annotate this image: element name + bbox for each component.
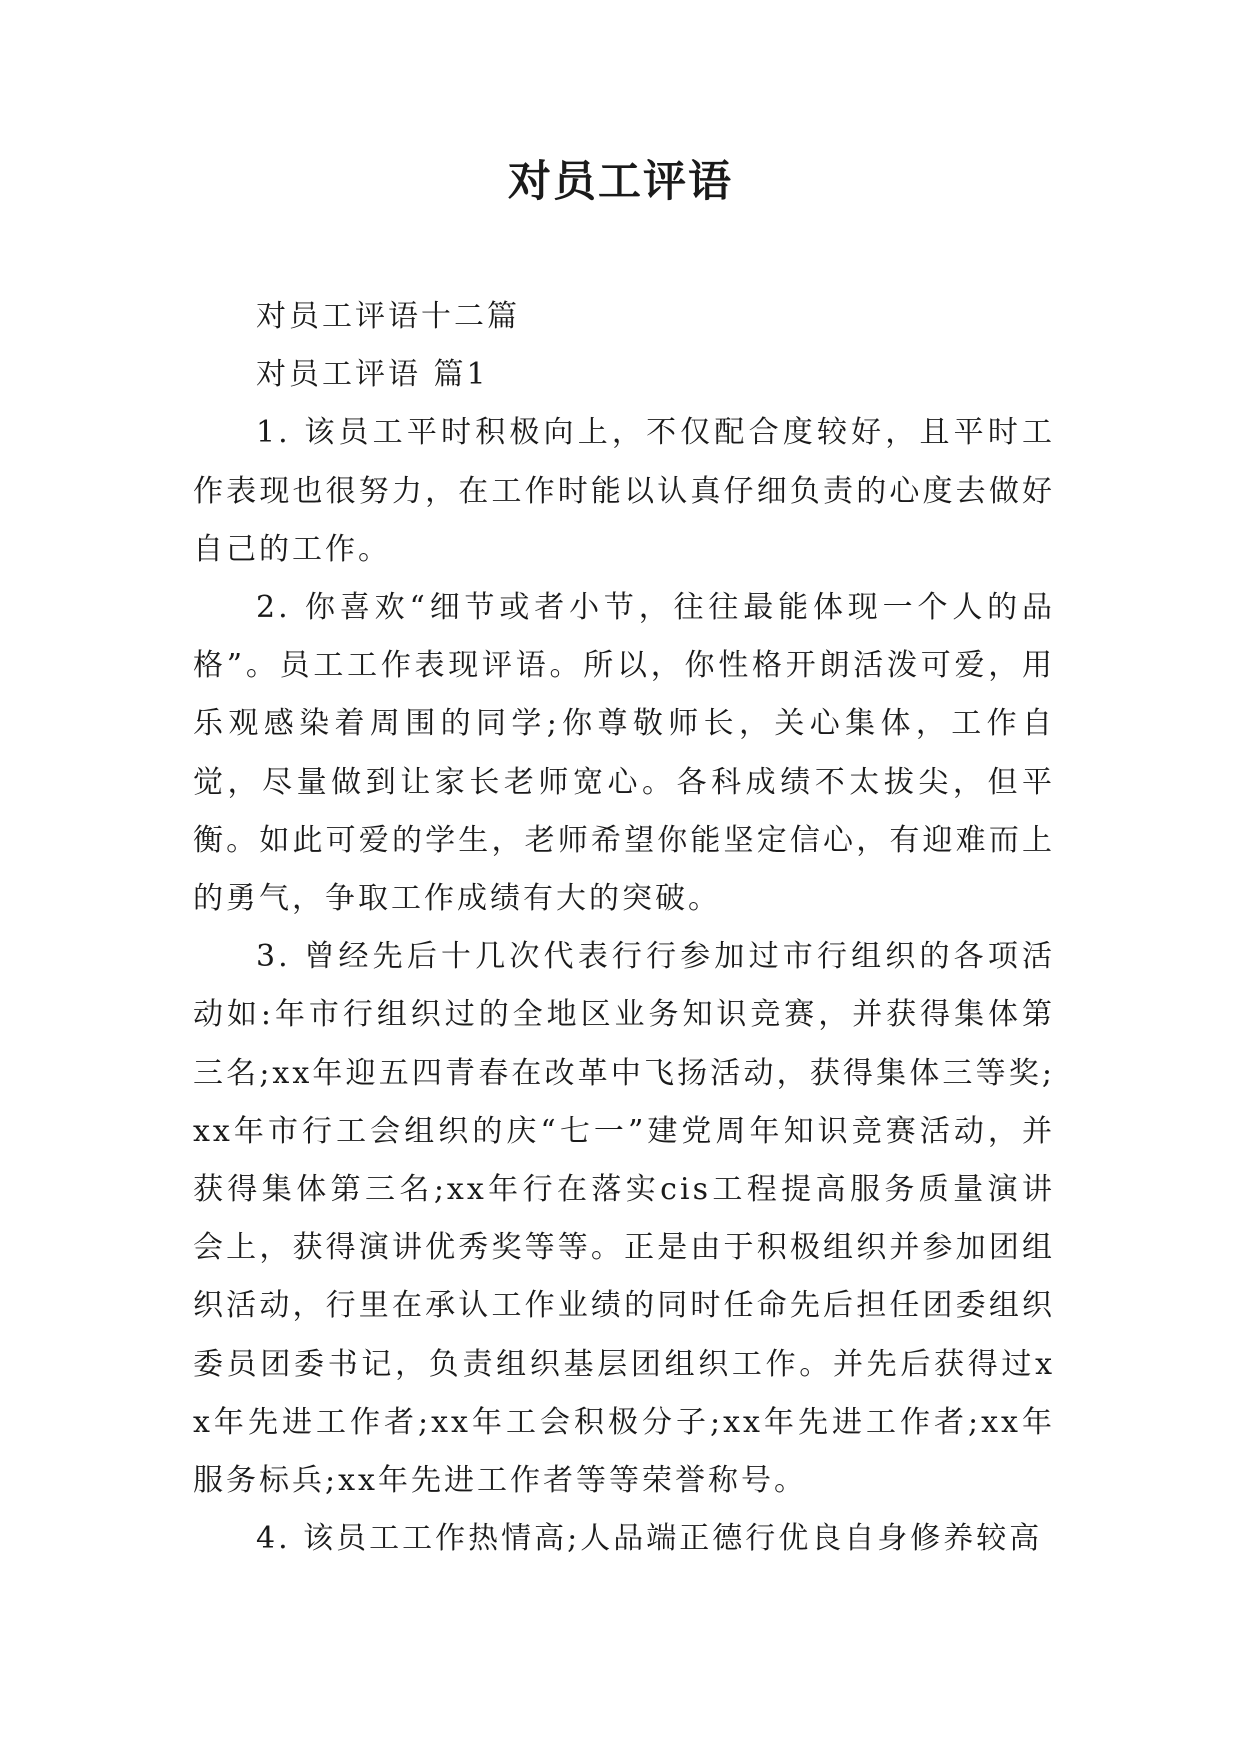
document-subtitle: 对员工评语十二篇 (256, 299, 520, 334)
paragraph-2: 2. 你喜欢“细节或者小节，往往最能体现一个人的品格”。员工工作表现评语。所以，你性格开朗活泼可爱，用乐观感染着周围的同学;你尊敬师长，关心集体，工作自觉，尽量做到让家长老师宽心。各科成绩不太拔尖，但平衡。如此可爱的学生，老师希望你能坚定信心，有迎难而上的勇气，争取工作成绩有大的突破。 (193, 590, 1055, 917)
paragraph-4: 4. 该员工工作热情高;人品端正德行优良自身修养较高 (256, 1521, 1043, 1557)
paragraph-1: 1. 该员工平时积极向上，不仅配合度较好，且平时工作表现也很努力，在工作时能以认真仔细负责的心度去做好自己的工作。 (193, 415, 1055, 567)
document-body (193, 288, 1055, 1568)
document-title: 对员工评语 (508, 157, 733, 207)
paragraph-3: 3. 曾经先后十几次代表行行参加过市行组织的各项活动如:年市行组织过的全地区业务知识竞赛，并获得集体第三名;xx年迎五四青春在改革中飞扬活动，获得集体三等奖;xx年市行工会组织的庆“七一”建党周年知识竞赛活动，并获得集体第三名;xx年行在落实cis工程提高服务质量演讲会上，获得演讲优秀奖等等。正是由于积极组织并参加团组织活动，行里在承认工作业绩的同时任命先后担任团委组织委员团委书记，负责组织基层团组织工作。并先后获得过xx年先进工作者;xx年工会积极分子;xx年先进工作者;xx年服务标兵;xx年先进工作者等等荣誉称号。 (193, 939, 1055, 1499)
section-heading: 对员工评语 篇1 (256, 357, 489, 393)
